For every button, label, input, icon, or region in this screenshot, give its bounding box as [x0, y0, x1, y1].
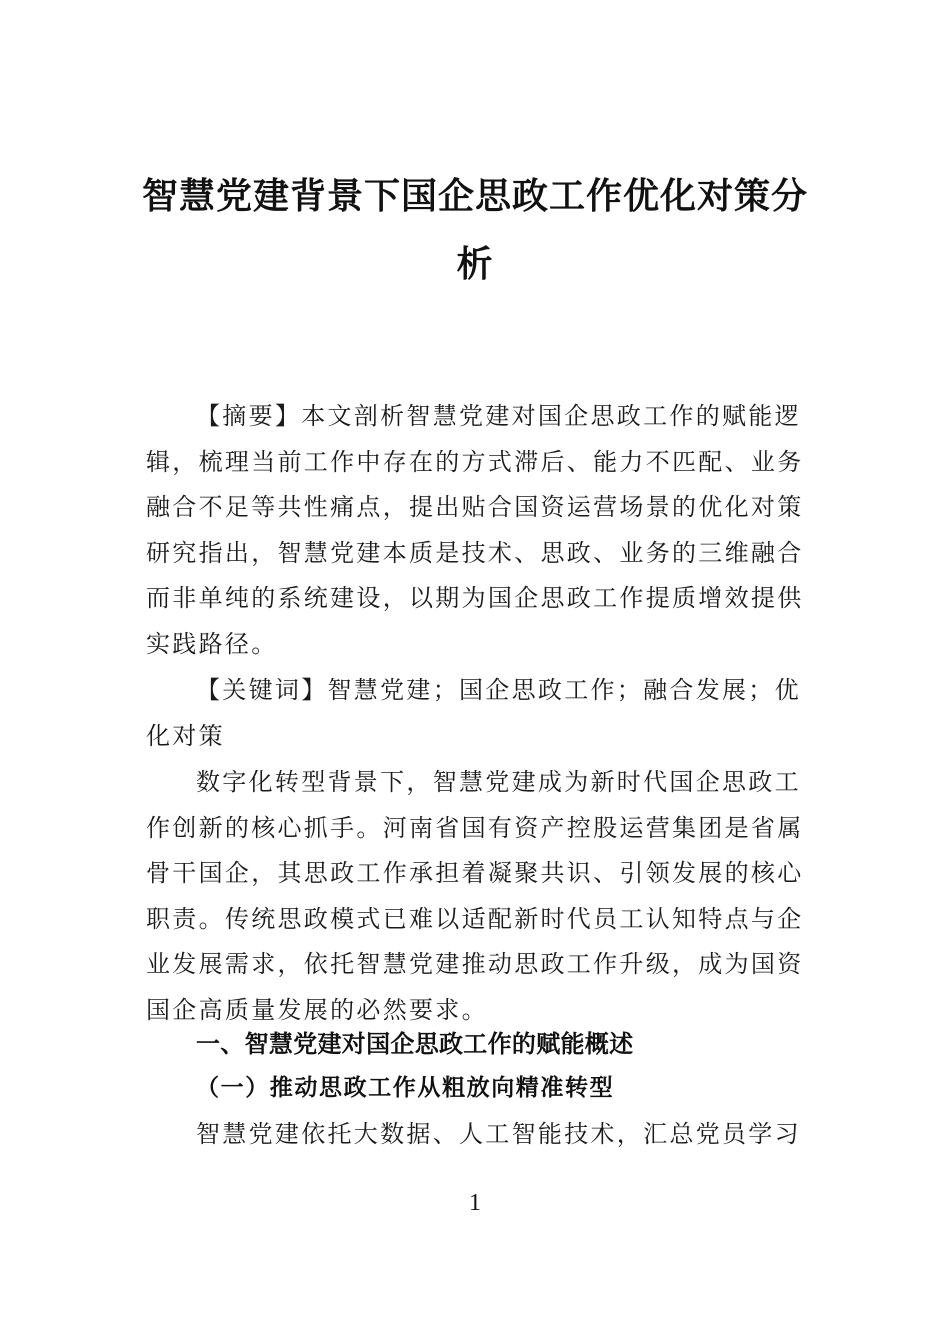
intro-line: 作创新的核心抓手。河南省国有资产控股运营集团是省属: [146, 813, 804, 842]
intro-line: 职责。传统思政模式已难以适配新时代员工认知特点与企: [146, 904, 804, 933]
abstract-line: 实践路径。: [146, 629, 278, 658]
document-title: [130, 162, 820, 298]
keywords-line: 化对策: [146, 721, 225, 750]
intro-line: 国企高质量发展的必然要求。: [146, 995, 488, 1024]
abstract-line: 融合不足等共性痛点，提出贴合国资运营场景的优化对策: [146, 493, 804, 522]
section-heading-1: 一、智慧党建对国企思政工作的赋能概述: [196, 1030, 634, 1058]
intro-line: 骨干国企，其思政工作承担着凝聚共识、引领发展的核心: [146, 859, 804, 888]
keywords-paragraph: [146, 668, 806, 759]
keywords-line: 【关键词】智慧党建；国企思政工作；融合发展；优: [196, 676, 801, 704]
abstract-line: 【摘要】本文剖析智慧党建对国企思政工作的赋能逻: [196, 402, 801, 430]
section-paragraph: [146, 1112, 806, 1158]
abstract-line: 而非单纯的系统建设，以期为国企思政工作提质增效提供: [146, 584, 804, 613]
abstract-paragraph: [146, 394, 806, 668]
section-line: 智慧党建依托大数据、人工智能技术，汇总党员学习: [196, 1120, 801, 1148]
page-number: 1: [469, 1190, 481, 1216]
subsection-heading-1: （一）推动思政工作从粗放向精准转型: [196, 1075, 615, 1101]
intro-line: 数字化转型背景下，智慧党建成为新时代国企思政工: [196, 768, 801, 796]
abstract-line: 研究指出，智慧党建本质是技术、思政、业务的三维融合: [146, 538, 804, 567]
title-line: 智慧党建背景下国企思政工作优化对策分: [141, 175, 808, 217]
intro-paragraph: [146, 760, 806, 1034]
title-line: 析: [456, 243, 494, 285]
intro-line: 业发展需求，依托智慧党建推动思政工作升级，成为国资: [146, 950, 804, 979]
abstract-line: 辑，梳理当前工作中存在的方式滞后、能力不匹配、业务: [146, 447, 804, 476]
